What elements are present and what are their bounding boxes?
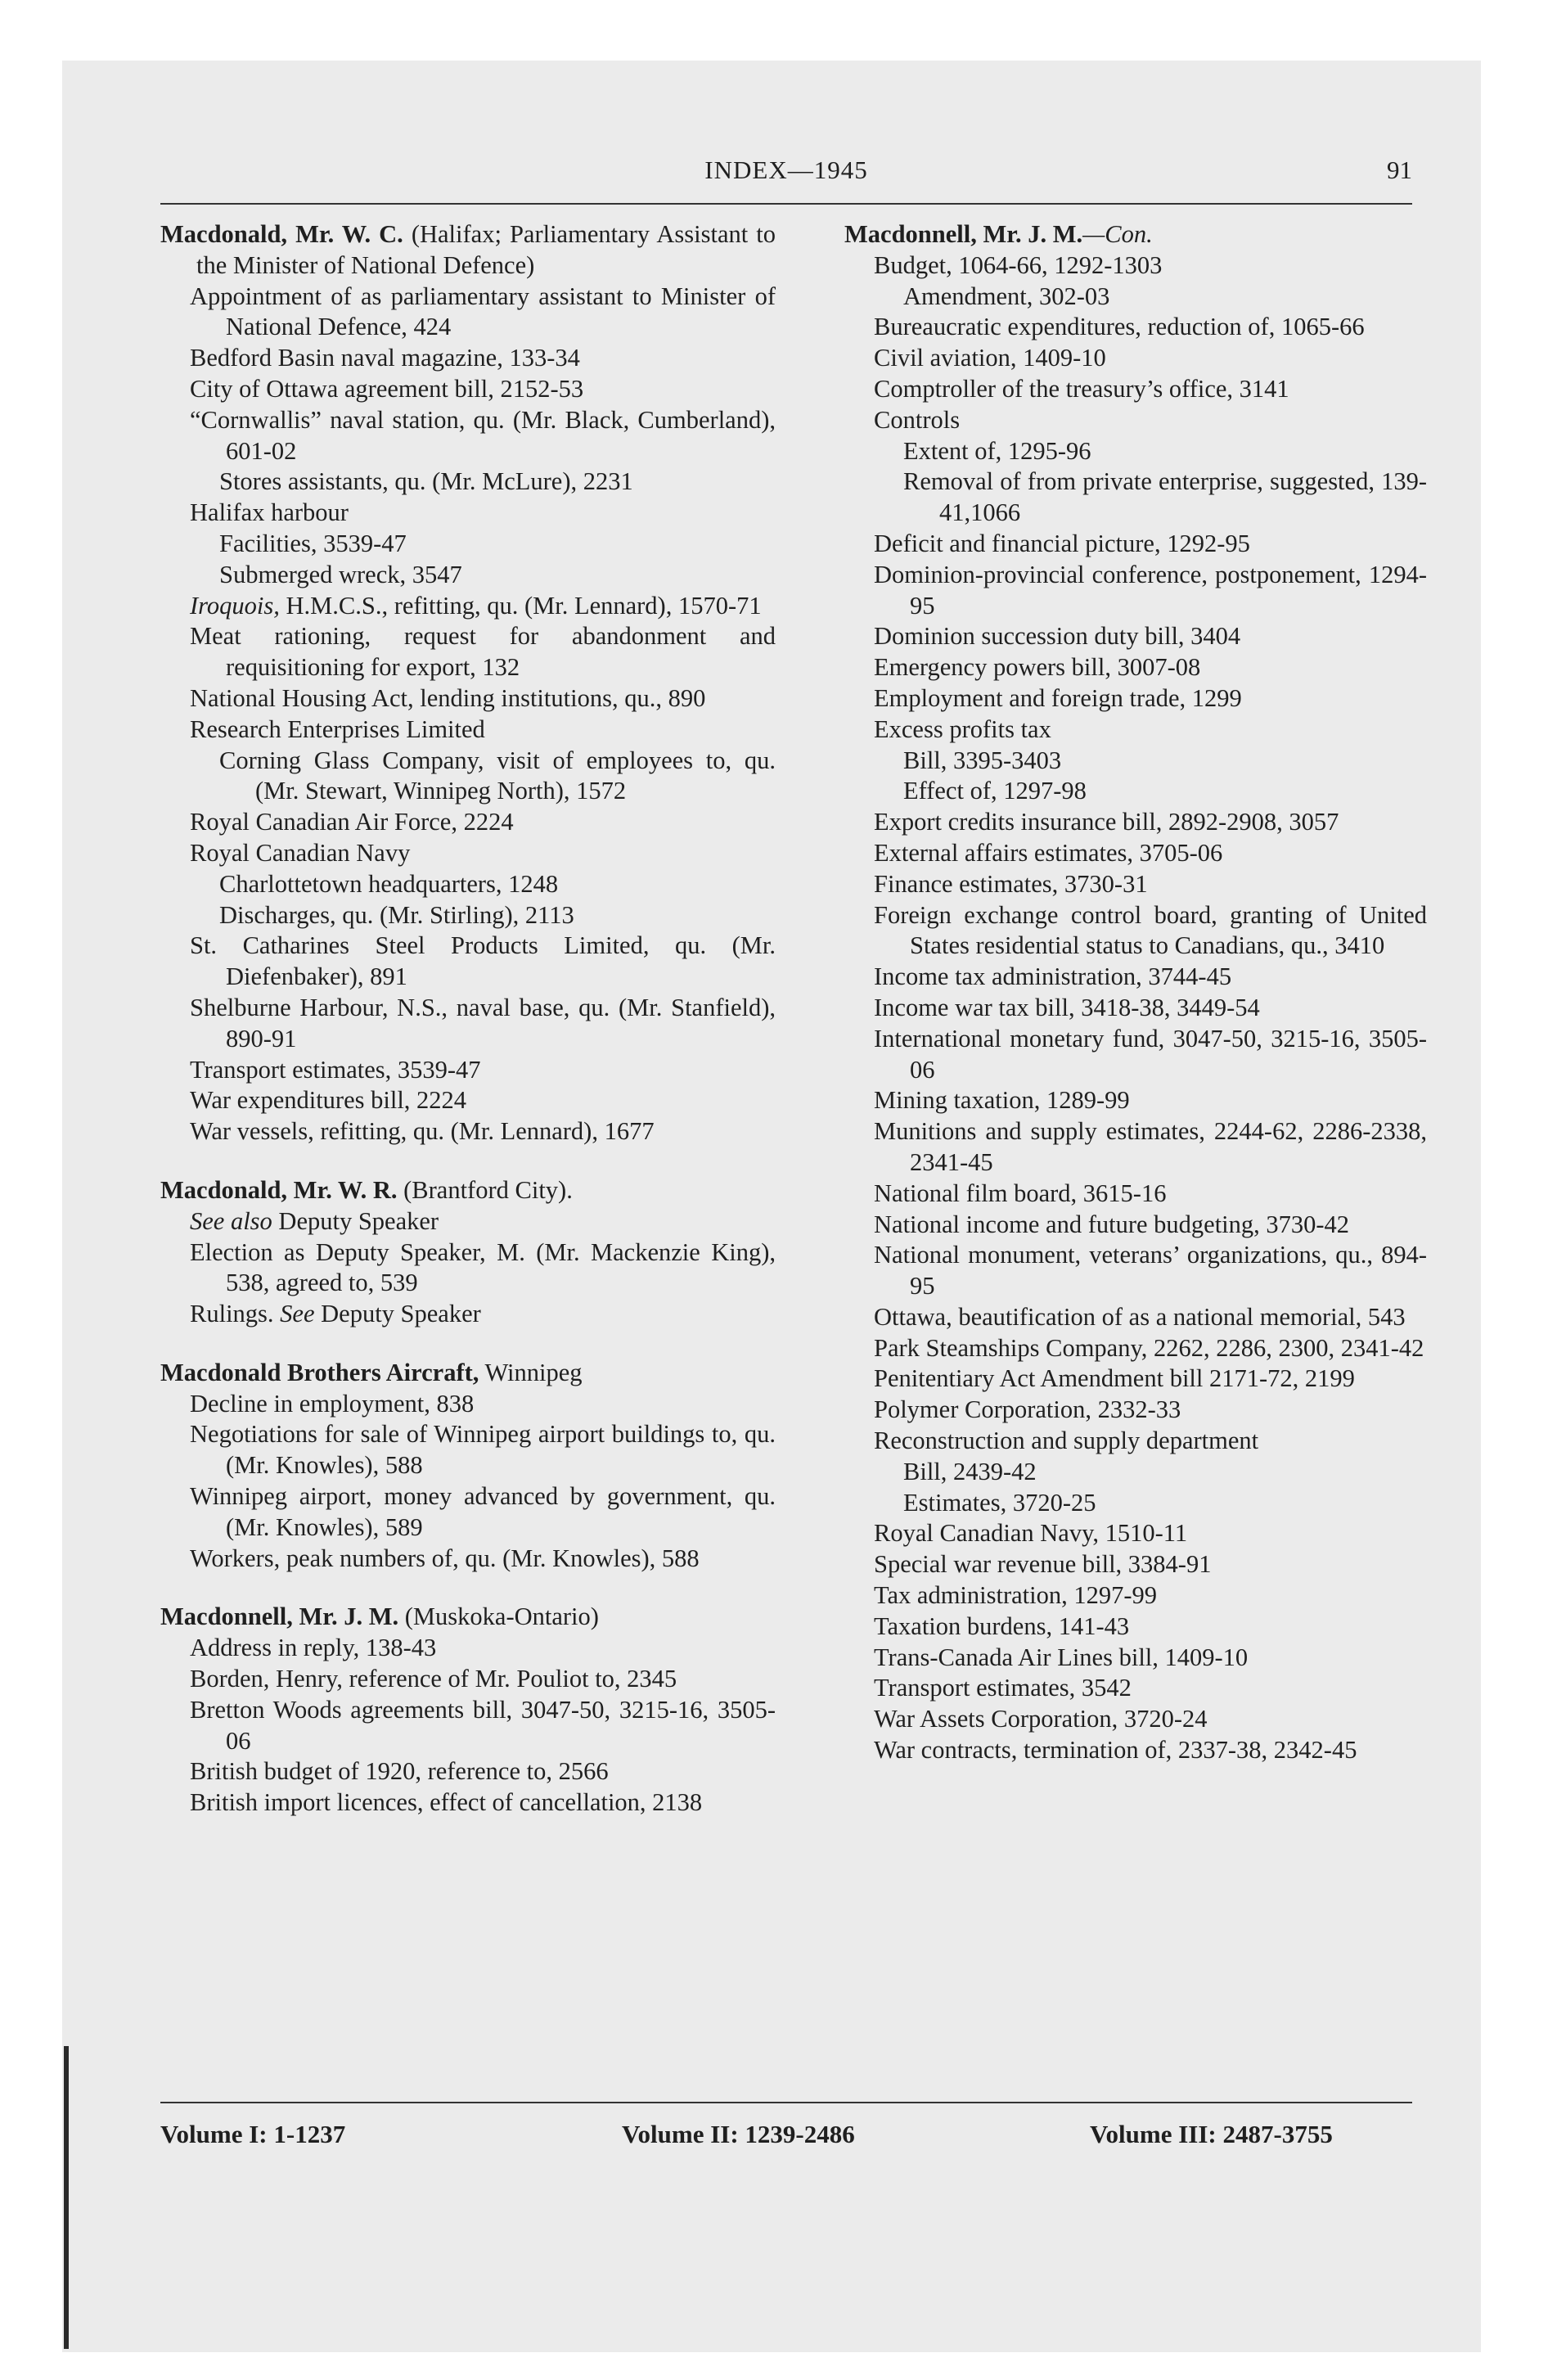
index-entry: Halifax harbour	[190, 498, 349, 527]
index-heading: Macdonald, Mr. W. C. (Halifax; Parliamentary Assistant to the Minister of National Defence)	[160, 220, 776, 279]
index-entry: Ottawa, beautification of as a national memorial, 543	[874, 1302, 1406, 1331]
index-entry: War expenditures bill, 2224	[190, 1086, 467, 1115]
index-entry: City of Ottawa agreement bill, 2152-53	[190, 374, 584, 403]
index-entry: “Cornwallis” naval station, qu. (Mr. Black, Cumberland), 601-02	[190, 405, 776, 465]
index-entry: Park Steamships Company, 2262, 2286, 2300, 2341-42	[874, 1333, 1424, 1362]
index-entry: Finance estimates, 3730-31	[874, 869, 1148, 898]
index-entry: Workers, peak numbers of, qu. (Mr. Knowles), 588	[190, 1544, 700, 1572]
index-entry: Borden, Henry, reference of Mr. Pouliot to, 2345	[190, 1665, 677, 1693]
index-subentry: Extent of, 1295-96	[903, 436, 1091, 465]
index-entry: National film board, 3615-16	[874, 1179, 1167, 1207]
index-entry: Emergency powers bill, 3007-08	[874, 653, 1201, 682]
index-entry: Export credits insurance bill, 2892-2908, 3057	[874, 808, 1339, 836]
volume-1-range: Volume I: 1-1237	[160, 2120, 346, 2148]
index-subentry: Discharges, qu. (Mr. Stirling), 2113	[219, 900, 574, 929]
index-entry: Budget, 1064-66, 1292-1303	[874, 250, 1163, 279]
index-entry: Trans-Canada Air Lines bill, 1409-10	[874, 1643, 1249, 1671]
index-entry: National income and future budgeting, 3730-42	[874, 1210, 1350, 1238]
index-entry: Civil aviation, 1409-10	[874, 344, 1106, 372]
index-entry: Transport estimates, 3542	[874, 1674, 1132, 1702]
index-subentry: Stores assistants, qu. (Mr. McLure), 2231	[219, 467, 633, 496]
index-entry: Comptroller of the treasury’s office, 3141	[874, 374, 1289, 403]
index-entry: Winnipeg airport, money advanced by government, qu. (Mr. Knowles), 589	[190, 1482, 776, 1541]
index-entry: National Housing Act, lending institutions, qu., 890	[190, 683, 706, 712]
index-entry: War vessels, refitting, qu. (Mr. Lennard), 1677	[190, 1117, 655, 1146]
index-entry: International monetary fund, 3047-50, 3215-16, 3505-06	[874, 1024, 1427, 1084]
index-entry: External affairs estimates, 3705-06	[874, 838, 1223, 867]
index-entry: Munitions and supply estimates, 2244-62, 2286-2338, 2341-45	[874, 1117, 1427, 1176]
index-entry: Decline in employment, 838	[190, 1389, 475, 1418]
index-subentry: Bill, 3395-3403	[903, 746, 1062, 774]
index-entry: Research Enterprises Limited	[190, 714, 485, 743]
header-rule	[160, 203, 1412, 205]
index-entry: Meat rationing, request for abandonment and requisitioning for export, 132	[190, 622, 776, 682]
index-entry: Excess profits tax	[874, 714, 1051, 743]
page-title: INDEX—1945	[704, 156, 868, 184]
index-entry: Iroquois, H.M.C.S., refitting, qu. (Mr. Lennard), 1570-71	[190, 591, 762, 620]
left-column	[160, 219, 776, 1819]
index-entry: Special war revenue bill, 3384-91	[874, 1550, 1212, 1579]
index-heading: Macdonald, Mr. W. R. (Brantford City).	[160, 1175, 573, 1204]
index-entry: War contracts, termination of, 2337-38, 2342-45	[874, 1736, 1357, 1765]
index-entry: Mining taxation, 1289-99	[874, 1086, 1130, 1115]
index-entry: St. Catharines Steel Products Limited, qu. (Mr. Diefenbaker), 891	[190, 931, 776, 991]
margin-mark	[64, 2046, 69, 2349]
index-entry: Royal Canadian Navy, 1510-11	[874, 1519, 1188, 1548]
index-heading: Macdonnell, Mr. J. M. (Muskoka-Ontario)	[160, 1602, 599, 1631]
index-subentry: Corning Glass Company, visit of employees to, qu. (Mr. Stewart, Winnipeg North), 1572	[219, 746, 776, 805]
index-entry: Negotiations for sale of Winnipeg airport buildings to, qu. (Mr. Knowles), 588	[190, 1420, 776, 1480]
index-entry: British budget of 1920, reference to, 2566	[190, 1757, 609, 1786]
volume-footer	[160, 2120, 1420, 2152]
index-entry: Foreign exchange control board, granting of United States residential status to Canadians, qu., 3410	[874, 900, 1427, 960]
index-subentry: Submerged wreck, 3547	[219, 560, 462, 588]
index-entry: Royal Canadian Air Force, 2224	[190, 808, 514, 836]
index-entry: Income tax administration, 3744-45	[874, 962, 1232, 991]
index-entry: Transport estimates, 3539-47	[190, 1055, 481, 1084]
right-column	[844, 219, 1427, 1766]
index-entry: Appointment of as parliamentary assistant to Minister of National Defence, 424	[190, 282, 776, 341]
index-entry: British import licences, effect of cancellation, 2138	[190, 1788, 703, 1817]
index-subentry: Estimates, 3720-25	[903, 1488, 1096, 1517]
index-entry: Deficit and financial picture, 1292-95	[874, 529, 1250, 557]
index-subentry: Facilities, 3539-47	[219, 529, 407, 557]
index-see-also: See also Deputy Speaker	[190, 1206, 439, 1235]
index-entry: Dominion-provincial conference, postponement, 1294-95	[874, 560, 1427, 620]
index-entry: Royal Canadian Navy	[190, 838, 411, 867]
index-entry: Bureaucratic expenditures, reduction of, 1065-66	[874, 313, 1365, 341]
footer-rule	[160, 2102, 1412, 2103]
index-entry: Bretton Woods agreements bill, 3047-50, 3215-16, 3505-06	[190, 1695, 776, 1755]
index-subentry: Effect of, 1297-98	[903, 777, 1087, 805]
index-entry: Address in reply, 138-43	[190, 1634, 437, 1662]
index-entry: Rulings. See Deputy Speaker	[190, 1300, 481, 1328]
index-entry: Tax administration, 1297-99	[874, 1581, 1158, 1610]
index-heading: Macdonald Brothers Aircraft, Winnipeg	[160, 1358, 583, 1386]
index-entry: Dominion succession duty bill, 3404	[874, 622, 1241, 651]
index-entry: Election as Deputy Speaker, M. (Mr. Mackenzie King), 538, agreed to, 539	[190, 1237, 776, 1297]
volume-2-range: Volume II: 1239-2486	[622, 2120, 855, 2148]
index-subentry: Charlottetown headquarters, 1248	[219, 869, 559, 898]
index-entry: Employment and foreign trade, 1299	[874, 683, 1242, 712]
index-entry: Penitentiary Act Amendment bill 2171-72, 2199	[874, 1364, 1355, 1393]
index-heading: Macdonnell, Mr. J. M.—Con.	[844, 220, 1153, 248]
page-number: 91	[1387, 156, 1412, 184]
index-entry: Taxation burdens, 141-43	[874, 1611, 1130, 1640]
index-entry: Controls	[874, 405, 961, 434]
index-entry: Income war tax bill, 3418-38, 3449-54	[874, 993, 1260, 1021]
index-entry: Polymer Corporation, 2332-33	[874, 1395, 1181, 1424]
index-entry: Reconstruction and supply department	[874, 1427, 1259, 1455]
volume-3-range: Volume III: 2487-3755	[1090, 2120, 1333, 2148]
page-header	[160, 156, 1412, 196]
index-entry: Bedford Basin naval magazine, 133-34	[190, 344, 580, 372]
index-subentry: Amendment, 302-03	[903, 282, 1110, 310]
index-subentry: Removal of from private enterprise, suggested, 139-41,1066	[903, 467, 1427, 527]
index-entry: War Assets Corporation, 3720-24	[874, 1705, 1208, 1733]
index-subentry: Bill, 2439-42	[903, 1457, 1037, 1485]
index-entry: National monument, veterans’ organizations, qu., 894-95	[874, 1241, 1427, 1300]
index-entry: Shelburne Harbour, N.S., naval base, qu. (Mr. Stanfield), 890-91	[190, 993, 776, 1053]
